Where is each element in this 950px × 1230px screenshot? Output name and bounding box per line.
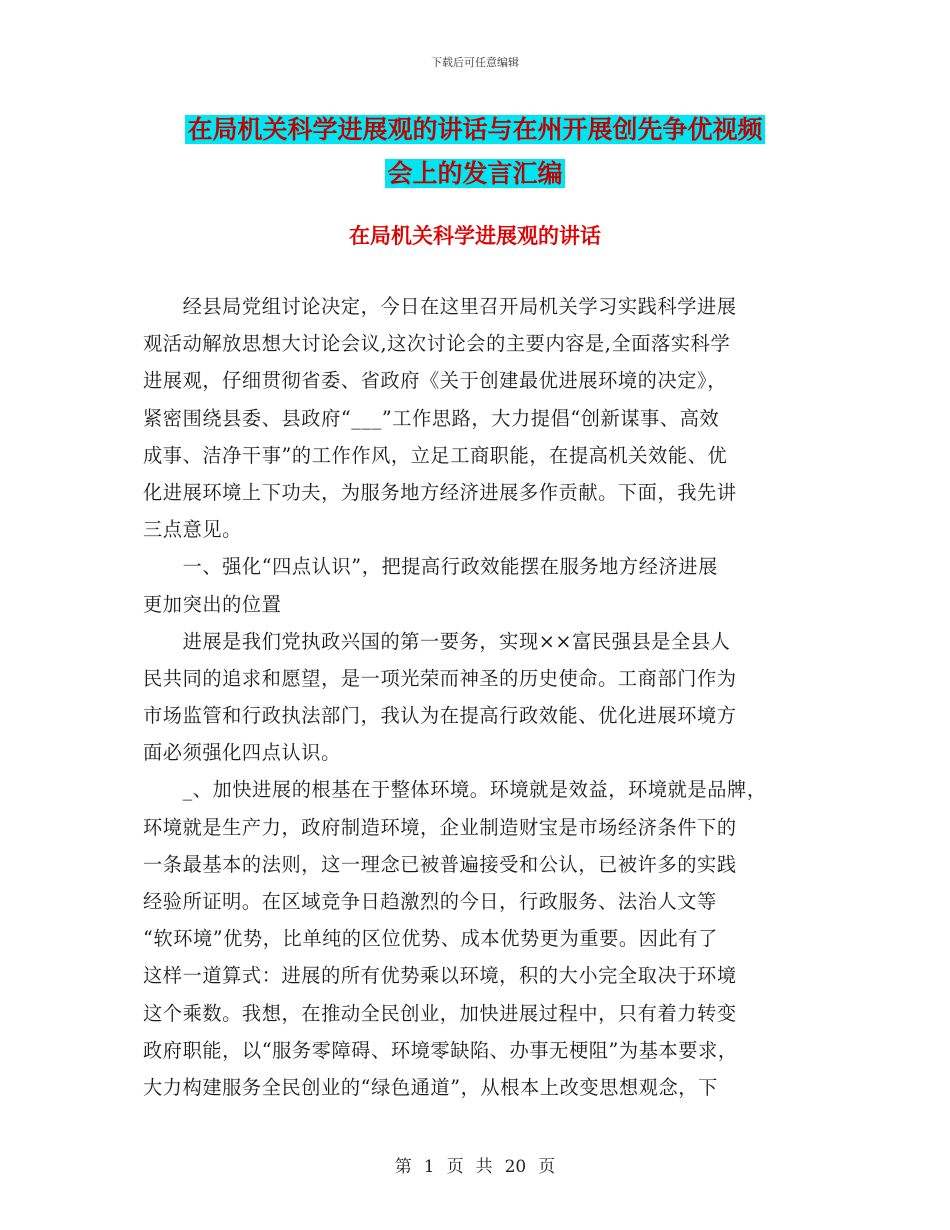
body-line: 经县局党组讨论决定，今日在这里召开局机关学习实践科学进展 [143,295,737,318]
body-line: 面必须强化四点认识。 [143,741,341,765]
body-line: 进展观，仔细贯彻省委、省政府《关于创建最优进展环境的决定》， [143,369,728,393]
body-line: 市场监管和行政执法部门，我认为在提高行政效能、优化进展环境方 [143,704,737,728]
body-line: 三点意见。 [143,518,242,542]
body-text [143,288,813,1106]
body-line: 经验所证明。在区域竞争日趋激烈的今日，行政服务、法治人文等 [143,890,717,913]
body-line: 政府职能，以“服务零障碍、环境零缺陷、办事无梗阻”为基本要求， [143,1038,738,1062]
page-footer [0,1152,950,1177]
body-line: 观活动解放思想大讨论会议,这次讨论会的主要内容是,全面落实科学 [143,332,731,356]
body-line: 一条最基本的法则，这一理念已被普遍接受和公认，已被许多的实践 [143,852,737,876]
body-line: 大力构建服务全民创业的“绿色通道”，从根本上改变思想观念，下 [143,1075,718,1099]
body-line: 这样一道算式：进展的所有优势乘以环境，积的大小完全取决于环境 [143,964,737,988]
body-line: 一、强化“四点认识”，把提高行政效能摆在服务地方经济进展 [143,555,718,579]
body-line: 环境就是生产力，政府制造环境，企业制造财宝是市场经济条件下的 [143,815,737,839]
body-line: 民共同的追求和愿望，是一项光荣而神圣的历史使命。工商部门作为 [143,666,737,690]
header-note: 下载后可任意编辑 [431,56,519,69]
section-title: 在局机关科学进展观的讲话 [349,224,601,248]
document-title-line-1 [0,110,950,150]
footer-total-prefix: 共 [475,1157,493,1177]
body-line: _、加快进展的根基在于整体环境。环境就是效益，环境就是品牌， [143,778,767,802]
body-line: 这个乘数。我想，在推动全民创业，加快进展过程中，只有着力转变 [143,1001,737,1025]
footer-total-unit: 页 [538,1157,556,1177]
body-line: 紧密围绕县委、县政府“___”工作思路，大力提倡“创新谋事、高效 [143,406,720,430]
body-line: 化进展环境上下功夫，为服务地方经济进展多作贡献。下面，我先讲 [143,480,737,504]
body-line: 成事、洁净干事”的工作作风，立足工商职能，在提高机关效能、优 [143,443,728,467]
footer-total-pages: 20 [504,1157,527,1177]
title-highlight-2: 会上的发言汇编 [387,159,563,188]
title-highlight-1: 在局机关科学进展观的讲话与在州开展创先争优视频 [187,115,763,144]
footer-page-unit: 页 [446,1157,464,1177]
document-title-line-2 [0,154,950,194]
body-line: 更加突出的位置 [143,592,282,616]
footer-prefix: 第 [394,1157,412,1177]
body-line: “软环境”优势，比单纯的区位优势、成本优势更为重要。因此有了 [143,927,718,951]
body-line: 进展是我们党执政兴国的第一要务，实现××富民强县是全县人 [143,629,731,653]
footer-page-number: 1 [423,1157,435,1177]
